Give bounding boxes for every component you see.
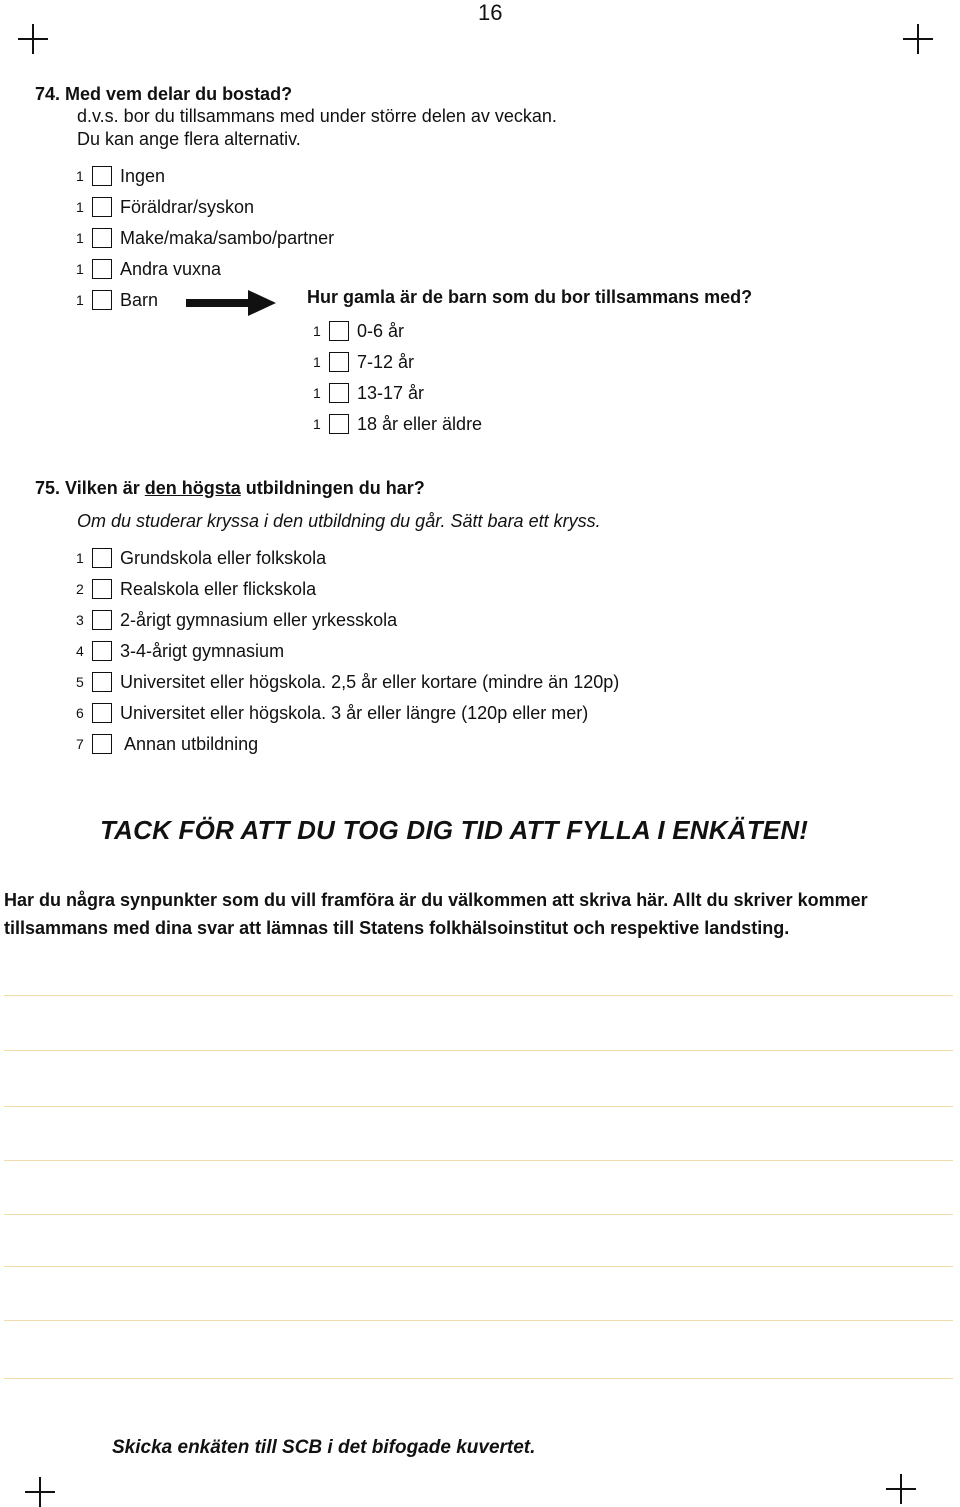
option-code: 5	[76, 674, 84, 690]
option-label: Realskola eller flickskola	[120, 578, 317, 599]
registration-mark-top-left	[18, 24, 48, 54]
option-label: Annan utbildning	[120, 733, 259, 754]
option-code: 7	[76, 736, 84, 752]
checkbox[interactable]	[92, 228, 112, 248]
option-code: 1	[76, 550, 84, 566]
checkbox[interactable]	[92, 641, 112, 661]
q75-option[interactable]	[76, 732, 258, 756]
option-code: 2	[76, 581, 84, 597]
registration-mark-bottom-right	[886, 1474, 916, 1504]
comment-instructions: Har du några synpunkter som du vill framföra är du välkommen att skriva här. Allt du skriver kommer tillsammans med dina svar att lämnas till Statens folkhälsoinstitut och respektive landsting.	[4, 890, 868, 938]
checkbox[interactable]	[92, 672, 112, 692]
checkbox[interactable]	[92, 548, 112, 568]
option-label: 3-4-årigt gymnasium	[120, 640, 285, 661]
option-label: Make/maka/sambo/partner	[120, 227, 335, 248]
option-label: Föräldrar/syskon	[120, 196, 255, 217]
q75-option[interactable]	[76, 577, 316, 601]
option-label: Andra vuxna	[120, 258, 222, 279]
question-74-subtitle: d.v.s. bor du tillsammans med under större delen av veckan.	[77, 106, 557, 126]
return-instructions: Skicka enkäten till SCB i det bifogade kuvertet.	[112, 1437, 536, 1458]
option-code: 1	[76, 168, 84, 184]
option-label: 13-17 år	[357, 382, 425, 403]
q75-option[interactable]	[76, 546, 326, 570]
q74-option[interactable]	[76, 226, 334, 250]
comment-writing-line[interactable]	[4, 1320, 953, 1321]
q75-option[interactable]	[76, 608, 397, 632]
checkbox[interactable]	[329, 352, 349, 372]
checkbox[interactable]	[329, 383, 349, 403]
registration-mark-top-right	[903, 24, 933, 54]
question-75-title	[35, 478, 425, 499]
comment-writing-line[interactable]	[4, 1266, 953, 1267]
title-emphasis: den högsta	[144, 478, 241, 498]
title-prefix: 75. Vilken är	[35, 478, 145, 498]
q75-option[interactable]	[76, 701, 588, 725]
option-label: Universitet eller högskola. 3 år eller längre (120p eller mer)	[120, 702, 589, 723]
option-code: 3	[76, 612, 84, 628]
option-label: 0-6 år	[357, 320, 405, 341]
comment-writing-line[interactable]	[4, 1050, 953, 1051]
option-label: 7-12 år	[357, 351, 415, 372]
comment-writing-line[interactable]	[4, 1160, 953, 1161]
checkbox[interactable]	[92, 166, 112, 186]
option-code: 1	[313, 416, 321, 432]
option-label: Barn	[120, 289, 159, 310]
thank-you-heading: TACK FÖR ATT DU TOG DIG TID ATT FYLLA I ENKÄTEN!	[100, 815, 809, 845]
option-label: Universitet eller högskola. 2,5 år eller kortare (mindre än 120p)	[120, 671, 620, 692]
checkbox[interactable]	[329, 321, 349, 341]
children-age-option[interactable]	[313, 319, 404, 343]
checkbox[interactable]	[92, 259, 112, 279]
option-code: 1	[313, 385, 321, 401]
children-age-option[interactable]	[313, 381, 424, 405]
q74-option[interactable]	[76, 257, 221, 281]
checkbox[interactable]	[92, 197, 112, 217]
comment-writing-line[interactable]	[4, 1214, 953, 1215]
q74-option[interactable]	[76, 164, 165, 188]
checkbox[interactable]	[92, 290, 112, 310]
q74-option[interactable]	[76, 195, 254, 219]
q75-option[interactable]	[76, 670, 619, 694]
checkbox[interactable]	[92, 610, 112, 630]
comment-writing-line[interactable]	[4, 995, 953, 996]
registration-mark-bottom-left	[25, 1477, 55, 1507]
option-code: 1	[76, 261, 84, 277]
option-code: 1	[76, 292, 84, 308]
option-code: 1	[313, 354, 321, 370]
comment-writing-line[interactable]	[4, 1106, 953, 1107]
checkbox[interactable]	[92, 703, 112, 723]
comment-writing-line[interactable]	[4, 1378, 953, 1379]
option-label: 18 år eller äldre	[357, 413, 483, 434]
question-75-instruction: Om du studerar kryssa i den utbildning du går. Sätt bara ett kryss.	[77, 511, 601, 531]
children-age-option[interactable]	[313, 412, 482, 436]
question-74-instruction: Du kan ange flera alternativ.	[77, 129, 301, 149]
option-label: Ingen	[120, 165, 166, 186]
option-code: 1	[76, 199, 84, 215]
children-age-question: Hur gamla är de barn som du bor tillsammans med?	[307, 287, 753, 307]
question-74-title: 74. Med vem delar du bostad?	[35, 84, 293, 104]
option-code: 6	[76, 705, 84, 721]
option-code: 4	[76, 643, 84, 659]
checkbox[interactable]	[92, 734, 112, 754]
arrow-right-icon	[186, 288, 276, 318]
title-suffix: utbildningen du har?	[240, 478, 425, 498]
option-code: 1	[313, 323, 321, 339]
option-label: 2-årigt gymnasium eller yrkesskola	[120, 609, 398, 630]
checkbox[interactable]	[329, 414, 349, 434]
option-label: Grundskola eller folkskola	[120, 547, 327, 568]
option-code: 1	[76, 230, 84, 246]
q75-option[interactable]	[76, 639, 284, 663]
page-number: 16	[478, 0, 503, 25]
q74-option[interactable]	[76, 288, 158, 312]
checkbox[interactable]	[92, 579, 112, 599]
children-age-option[interactable]	[313, 350, 414, 374]
